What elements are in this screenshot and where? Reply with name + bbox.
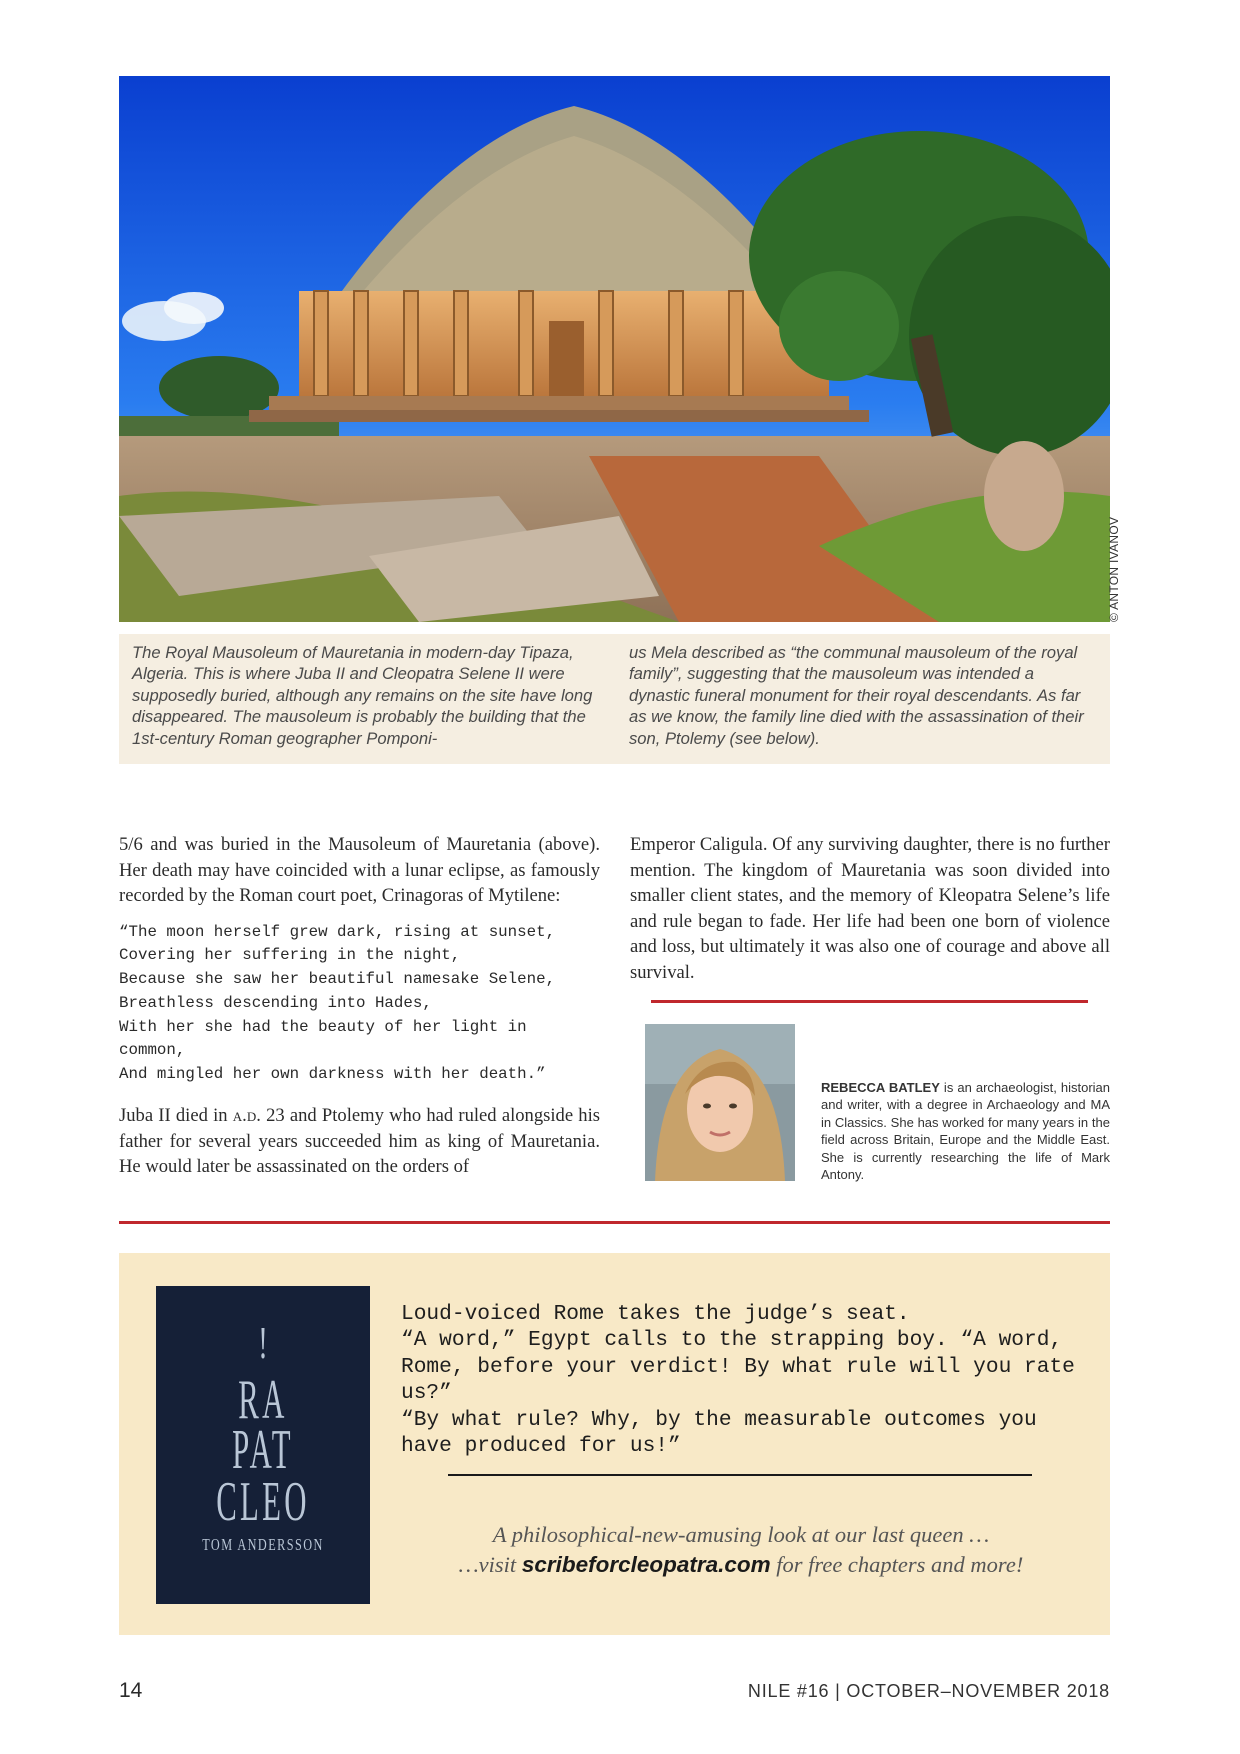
photo-credit: © ANTON IVANOV [1107, 516, 1121, 622]
caption-column-1: The Royal Mausoleum of Mauretania in modern-day Tipaza, Algeria. This is where Juba II and Cleopatra Selene II were supposedly buried, although any remains on the site have long disappeared. The mausoleum is probably the building that the 1st-century Roman geographer Pomponi- [132, 643, 593, 748]
poem-quote: “The moon herself grew dark, rising at sunset, Covering her suffering in the night, Because she saw her beautiful namesake Selene, Breathless descending into Hades, With her she had the beauty of her light in common, And mingled her own darkness with her death.” [119, 922, 556, 1084]
ad-quote [401, 1301, 1081, 1459]
ad-divider [448, 1474, 1032, 1476]
body-paragraph: 5/6 and was buried in the Mausoleum of Mauretania (above). Her death may have coincided with a lunar eclipse, as famously recorded by the Roman court poet, Crinagoras of Mytilene: [119, 834, 600, 906]
book-author: TOM ANDERSSON [202, 1535, 324, 1554]
tagline-line: A philosophical-new-amusing look at our last queen … [492, 1522, 990, 1547]
author-name: REBECCA BATLEY [821, 1080, 940, 1095]
book-advertisement [119, 1253, 1110, 1635]
hero-photo [119, 76, 1110, 622]
body-paragraph: Emperor Caligula. Of any surviving daughter, there is no further mention. The kingdom of Mauretania was soon divided into smaller client states, and the memory of Kleopatra Selene’s life and rule began to fade. Her life had been one born of violence and loss, but ultimately it was also one of courage and above all survival. [630, 834, 1110, 983]
website-link[interactable]: scribeforcleopatra.com [521, 1552, 771, 1577]
quote-line: “A word,” Egypt calls to the strapping boy. “A word, Rome, before your verdict! By what rule will you rate us?” [401, 1328, 1075, 1406]
book-title-line: CLEO [216, 1471, 310, 1533]
section-divider [119, 1221, 1110, 1224]
page-number: 14 [119, 1679, 143, 1702]
book-cover [156, 1286, 370, 1604]
author-portrait [645, 1024, 795, 1181]
caption-column-2: us Mela described as “the communal mausoleum of the royal family”, suggesting that the mausoleum was intended a dynastic funeral monument for their royal descendants. As far as we know, the family line died with the assassination of their son, Ptolemy (see below). [629, 643, 1084, 748]
article-column-left [119, 832, 600, 1180]
book-title-line: RA [238, 1369, 288, 1431]
quote-line: Loud-voiced Rome takes the judge’s seat. [401, 1302, 910, 1326]
mausoleum-image [119, 76, 1110, 622]
tagline-line: …visit scribeforcleopatra.com for free chapters and more! [458, 1552, 1024, 1577]
issue-info: NILE #16 | OCTOBER–NOVEMBER 2018 [747, 1681, 1110, 1701]
quote-line: “By what rule? Why, by the measurable outcomes you have produced for us!” [401, 1407, 1037, 1459]
author-bio: REBECCA BATLEY is an archaeologist, historian and writer, with a degree in Archaeology and MA in Classics. She has worked for many years in the field across Britain, Europe and the Middle East. She is currently researching the life of Mark Antony. [821, 1080, 1110, 1183]
ad-tagline [401, 1520, 1081, 1580]
photo-caption [119, 634, 1110, 764]
author-divider [651, 1000, 1088, 1003]
body-paragraph: Juba II died in a.d. 23 and Ptolemy who had ruled alongside his father for several years succeeded him as king of Mauretania. He would later be assassinated on the orders of [119, 1105, 600, 1178]
author-photo [645, 1024, 795, 1181]
book-title-mark: ! [258, 1317, 268, 1368]
book-title-line: PAT [232, 1419, 294, 1481]
article-column-right [630, 832, 1110, 985]
era-abbreviation: a.d. [232, 1105, 261, 1127]
